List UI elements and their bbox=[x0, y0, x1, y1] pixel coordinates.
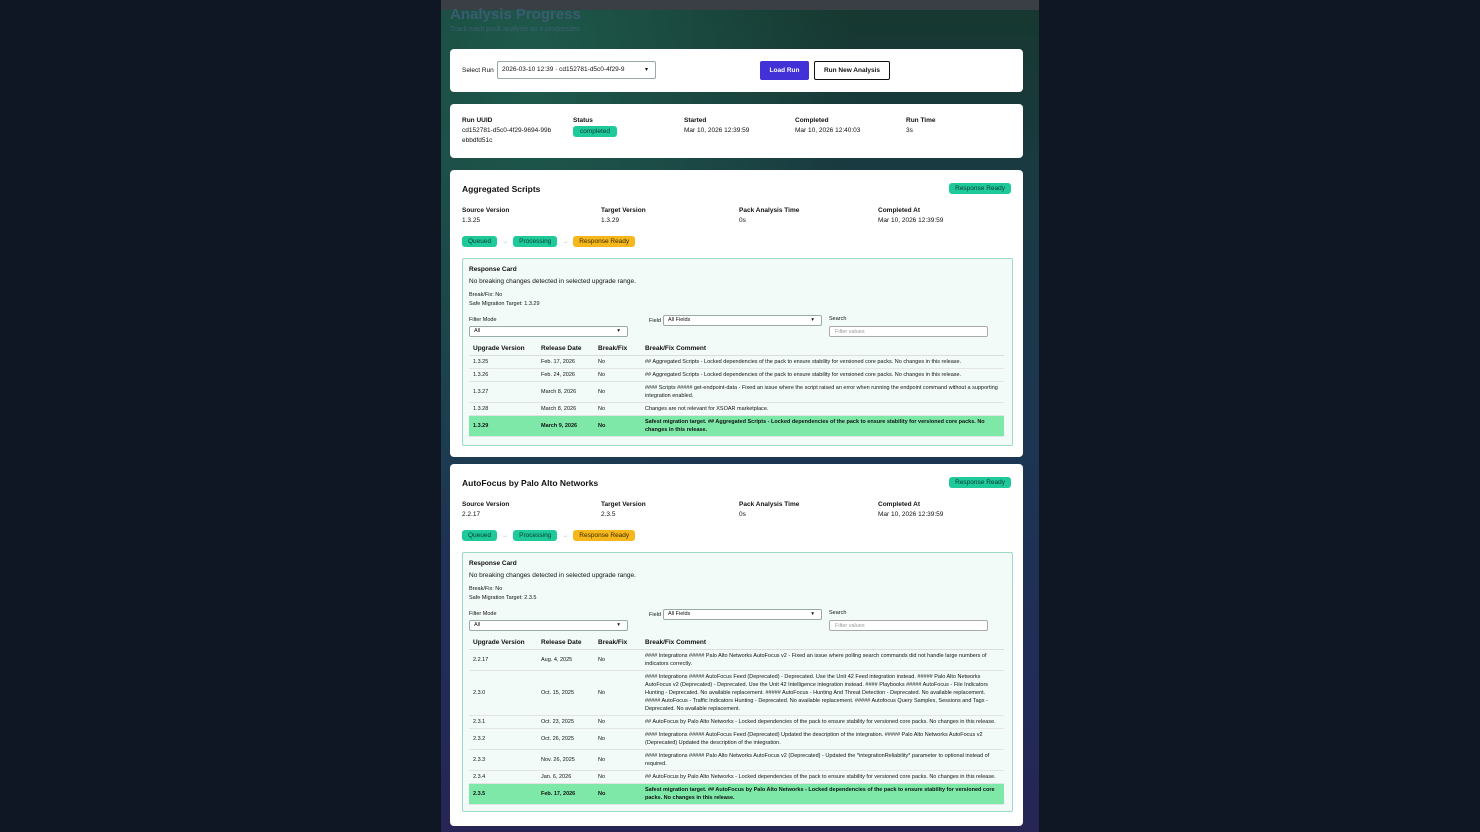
filter-mode-label: Filter Mode bbox=[469, 611, 497, 617]
target-version-label: Target Version bbox=[601, 501, 646, 508]
run-time-label: Run Time bbox=[906, 117, 936, 124]
breakfix-summary: Break/Fix: No bbox=[469, 292, 503, 298]
table-row bbox=[469, 382, 1004, 403]
select-run-label: Select Run bbox=[462, 67, 494, 74]
safe-target-summary: Safe Migration Target: 2.3.5 bbox=[469, 595, 537, 601]
cell-comment: #### Integrations ##### AutoFocus Feed (Deprecated) Updated the description of the integration. ##### Palo Alto Networks AutoFocus v2 (Deprecated) Updated the description of the integration. bbox=[641, 729, 1004, 750]
breakfix-summary: Break/Fix: No bbox=[469, 586, 503, 592]
cell-release-date: March 9, 2026 bbox=[537, 416, 594, 437]
run-uuid-value-line2: ebbdfd51c bbox=[462, 137, 493, 144]
completed-at-value: Mar 10, 2026 12:39:59 bbox=[878, 217, 944, 224]
cell-release-date: Feb. 24, 2026 bbox=[537, 369, 594, 382]
cell-release-date: Jan. 6, 2026 bbox=[537, 771, 594, 784]
table-row bbox=[469, 771, 1004, 784]
cell-release-date: Feb. 17, 2026 bbox=[537, 784, 594, 805]
cell-comment: Changes are not relevant for XSOAR marketplace. bbox=[641, 403, 1004, 416]
col-break-fix-comment: Break/Fix Comment bbox=[641, 342, 1004, 356]
table-header-row bbox=[469, 342, 1004, 356]
completed-at-value: Mar 10, 2026 12:39:59 bbox=[878, 511, 944, 518]
cell-break-fix: No bbox=[594, 750, 641, 771]
cell-release-date: Feb. 17, 2026 bbox=[537, 356, 594, 369]
cell-comment: #### Integrations ##### Palo Alto Networks AutoFocus v2 - Fixed an issue where polling search commands did not handle large numbers of indicators correctly. bbox=[641, 650, 1004, 671]
col-upgrade-version: Upgrade Version bbox=[469, 636, 537, 650]
response-card-title: Response Card bbox=[469, 266, 517, 273]
cell-version: 1.3.26 bbox=[469, 369, 537, 382]
table-row bbox=[469, 671, 1004, 716]
progress-flow bbox=[462, 236, 635, 247]
cell-break-fix: No bbox=[594, 650, 641, 671]
cell-comment: #### Integrations ##### AutoFocus Feed (Deprecated) - Deprecated. Use the Unit 42 Feed integration instead. ##### Palo Alto Networks AutoFocus v2 (Deprecated) - Deprecated. Use the Unit 42 Intelligence integration instead. #### Playbooks ##### AutoFocus - File Indicators Hunting - Deprecated. No available replacement. ##### AutoFocus - Hunting And Threat Detection - Deprecated. No available replacement. ##### AutoFocus - Traffic Indicators Hunting - Deprecated. No available replacement. ##### Autofocus Query Samples, Sessions and Tags - Deprecated. No available replacement. bbox=[641, 671, 1004, 716]
cell-release-date: Oct. 23, 2025 bbox=[537, 716, 594, 729]
response-card bbox=[462, 552, 1013, 812]
response-card bbox=[462, 258, 1013, 446]
source-version bbox=[462, 206, 509, 226]
table-row bbox=[469, 716, 1004, 729]
filter-mode-select[interactable] bbox=[469, 620, 628, 631]
pack-card-autofocus bbox=[450, 464, 1023, 826]
response-summary: No breaking changes detected in selected upgrade range. bbox=[469, 572, 636, 579]
table-header-row bbox=[469, 636, 1004, 650]
run-new-analysis-button[interactable]: Run New Analysis bbox=[814, 61, 890, 80]
chevron-down-icon: ▾ bbox=[811, 611, 814, 617]
arrow-right-icon: → bbox=[562, 532, 569, 539]
table-body bbox=[469, 356, 1004, 437]
col-upgrade-version: Upgrade Version bbox=[469, 342, 537, 356]
table-row bbox=[469, 750, 1004, 771]
chevron-down-icon: ▾ bbox=[644, 67, 648, 73]
chevron-down-icon: ▾ bbox=[811, 317, 814, 323]
filter-mode-label: Filter Mode bbox=[469, 317, 497, 323]
step-response-ready: Response Ready bbox=[573, 530, 635, 541]
field-label: Field bbox=[649, 612, 661, 618]
cell-break-fix: No bbox=[594, 369, 641, 382]
source-version-value: 2.2.17 bbox=[462, 511, 481, 518]
cell-release-date: March 8, 2026 bbox=[537, 382, 594, 403]
run-status bbox=[573, 116, 617, 137]
cell-version: 2.3.2 bbox=[469, 729, 537, 750]
run-completed-label: Completed bbox=[795, 117, 829, 124]
cell-comment: Safest migration target. ## AutoFocus by Palo Alto Networks - Locked dependencies of the pack to ensure stability for versioned core packs. No changes in this release. bbox=[641, 784, 1004, 805]
run-started bbox=[684, 116, 749, 136]
cell-break-fix: No bbox=[594, 716, 641, 729]
run-time bbox=[906, 116, 936, 136]
run-info-card bbox=[450, 104, 1023, 158]
search-label: Search bbox=[829, 610, 847, 616]
field-select[interactable] bbox=[663, 315, 822, 326]
cell-version: 2.2.17 bbox=[469, 650, 537, 671]
cell-comment: ## Aggregated Scripts - Locked dependencies of the pack to ensure stability for versioned core packs. No changes in this release. bbox=[641, 369, 1004, 382]
run-uuid-value-line1: cd152781-d5c0-4f29-9694-99b bbox=[462, 127, 552, 134]
chevron-down-icon: ▾ bbox=[617, 328, 620, 334]
pack-title: AutoFocus by Palo Alto Networks bbox=[462, 478, 599, 488]
source-version bbox=[462, 500, 509, 520]
pack-status-badge: Response Ready bbox=[949, 183, 1011, 194]
source-version-label: Source Version bbox=[462, 207, 510, 214]
cell-version: 2.3.1 bbox=[469, 716, 537, 729]
completed-at-label: Completed At bbox=[878, 207, 921, 214]
target-version-value: 2.3.5 bbox=[601, 511, 616, 518]
table-row bbox=[469, 650, 1004, 671]
cell-comment: Safest migration target. ## Aggregated Scripts - Locked dependencies of the pack to ensure stability for versioned core packs. No changes in this release. bbox=[641, 416, 1004, 437]
run-time-value: 3s bbox=[906, 127, 913, 134]
table-row bbox=[469, 729, 1004, 750]
cell-version: 1.3.25 bbox=[469, 356, 537, 369]
run-select-card bbox=[450, 49, 1023, 92]
response-summary: No breaking changes detected in selected upgrade range. bbox=[469, 278, 636, 285]
source-version-label: Source Version bbox=[462, 501, 510, 508]
pack-analysis-time bbox=[739, 500, 799, 520]
arrow-right-icon: → bbox=[562, 238, 569, 245]
step-queued: Queued bbox=[462, 530, 497, 541]
cell-version: 1.3.27 bbox=[469, 382, 537, 403]
target-version-value: 1.3.29 bbox=[601, 217, 620, 224]
run-completed bbox=[795, 116, 860, 136]
load-run-button[interactable]: Load Run bbox=[760, 61, 809, 80]
step-queued: Queued bbox=[462, 236, 497, 247]
run-select-value: 2026-03-10 12:39 · cd152781-d5c0-4f29-9 bbox=[502, 66, 625, 73]
run-completed-value: Mar 10, 2026 12:40:03 bbox=[795, 127, 861, 134]
field-label: Field bbox=[649, 318, 661, 324]
completed-at bbox=[878, 500, 943, 520]
pack-analysis-time-label: Pack Analysis Time bbox=[739, 501, 800, 508]
cell-release-date: Aug. 4, 2025 bbox=[537, 650, 594, 671]
cell-version: 1.3.29 bbox=[469, 416, 537, 437]
cell-break-fix: No bbox=[594, 784, 641, 805]
cell-release-date: March 8, 2026 bbox=[537, 403, 594, 416]
cell-version: 1.3.28 bbox=[469, 403, 537, 416]
step-processing: Processing bbox=[513, 236, 557, 247]
pack-title: Aggregated Scripts bbox=[462, 184, 541, 194]
col-release-date: Release Date bbox=[537, 342, 594, 356]
field-select[interactable] bbox=[663, 609, 822, 620]
step-response-ready: Response Ready bbox=[573, 236, 635, 247]
pack-analysis-time-label: Pack Analysis Time bbox=[739, 207, 800, 214]
arrow-right-icon: → bbox=[502, 238, 509, 245]
cell-break-fix: No bbox=[594, 403, 641, 416]
field-select-value: All Fields bbox=[668, 611, 691, 617]
pack-card-aggregated-scripts bbox=[450, 170, 1023, 457]
cell-version: 2.3.3 bbox=[469, 750, 537, 771]
cell-comment: ## AutoFocus by Palo Alto Networks - Locked dependencies of the pack to ensure stability for versioned core packs. No changes in this release. bbox=[641, 716, 1004, 729]
cell-comment: #### Integrations ##### Palo Alto Networks AutoFocus v2 (Deprecated) - Updated the *integrationReliability* parameter to optional instead of required. bbox=[641, 750, 1004, 771]
cell-release-date: Oct. 15, 2025 bbox=[537, 671, 594, 716]
cell-version: 2.3.4 bbox=[469, 771, 537, 784]
filter-mode-value: All bbox=[474, 622, 481, 628]
cell-release-date: Oct. 26, 2025 bbox=[537, 729, 594, 750]
page-subtitle: Track each pack analysis as it progresses bbox=[450, 26, 580, 33]
target-version-label: Target Version bbox=[601, 207, 646, 214]
cell-comment: ## AutoFocus by Palo Alto Networks - Locked dependencies of the pack to ensure stability for versioned core packs. No changes in this release. bbox=[641, 771, 1004, 784]
filter-mode-select[interactable] bbox=[469, 326, 628, 337]
cell-version: 2.3.0 bbox=[469, 671, 537, 716]
table-row bbox=[469, 416, 1004, 437]
run-started-value: Mar 10, 2026 12:39:59 bbox=[684, 127, 750, 134]
table-row bbox=[469, 356, 1004, 369]
release-table bbox=[469, 342, 1004, 437]
search-input[interactable]: Filter values bbox=[829, 326, 988, 337]
search-label: Search bbox=[829, 316, 847, 322]
table-row bbox=[469, 369, 1004, 382]
source-version-value: 1.3.25 bbox=[462, 217, 481, 224]
release-table bbox=[469, 636, 1004, 805]
target-version bbox=[601, 206, 646, 226]
cell-break-fix: No bbox=[594, 671, 641, 716]
table-row bbox=[469, 784, 1004, 805]
pack-analysis-time bbox=[739, 206, 799, 226]
cell-comment: ## Aggregated Scripts - Locked dependencies of the pack to ensure stability for versioned core packs. No changes in this release. bbox=[641, 356, 1004, 369]
completed-at bbox=[878, 206, 943, 226]
cell-version: 2.3.5 bbox=[469, 784, 537, 805]
cell-break-fix: No bbox=[594, 382, 641, 403]
search-input[interactable]: Filter values bbox=[829, 620, 988, 631]
step-processing: Processing bbox=[513, 530, 557, 541]
field-select-value: All Fields bbox=[668, 317, 691, 323]
pack-analysis-time-value: 0s bbox=[739, 511, 746, 518]
filter-mode-value: All bbox=[474, 328, 481, 334]
cell-comment: #### Scripts ##### get-endpoint-data - Fixed an issue where the script raised an error when running the endpoint command without a supporting integration enabled. bbox=[641, 382, 1004, 403]
run-started-label: Started bbox=[684, 117, 707, 124]
run-uuid-label: Run UUID bbox=[462, 117, 493, 124]
cell-break-fix: No bbox=[594, 771, 641, 784]
page-title: Analysis Progress bbox=[450, 6, 581, 23]
run-uuid bbox=[462, 116, 551, 146]
target-version bbox=[601, 500, 646, 520]
app-panel bbox=[441, 0, 1039, 832]
cell-release-date: Nov. 26, 2025 bbox=[537, 750, 594, 771]
chevron-down-icon: ▾ bbox=[617, 622, 620, 628]
col-break-fix: Break/Fix bbox=[594, 636, 641, 650]
status-badge: completed bbox=[573, 126, 617, 137]
run-select[interactable] bbox=[497, 61, 656, 79]
cell-break-fix: No bbox=[594, 356, 641, 369]
col-break-fix: Break/Fix bbox=[594, 342, 641, 356]
table-body bbox=[469, 650, 1004, 805]
safe-target-summary: Safe Migration Target: 1.3.29 bbox=[469, 301, 540, 307]
col-release-date: Release Date bbox=[537, 636, 594, 650]
col-break-fix-comment: Break/Fix Comment bbox=[641, 636, 1004, 650]
completed-at-label: Completed At bbox=[878, 501, 921, 508]
table-row bbox=[469, 403, 1004, 416]
response-card-title: Response Card bbox=[469, 560, 517, 567]
cell-break-fix: No bbox=[594, 729, 641, 750]
arrow-right-icon: → bbox=[502, 532, 509, 539]
cell-break-fix: No bbox=[594, 416, 641, 437]
pack-analysis-time-value: 0s bbox=[739, 217, 746, 224]
pack-status-badge: Response Ready bbox=[949, 477, 1011, 488]
progress-flow bbox=[462, 530, 635, 541]
run-status-label: Status bbox=[573, 117, 593, 124]
